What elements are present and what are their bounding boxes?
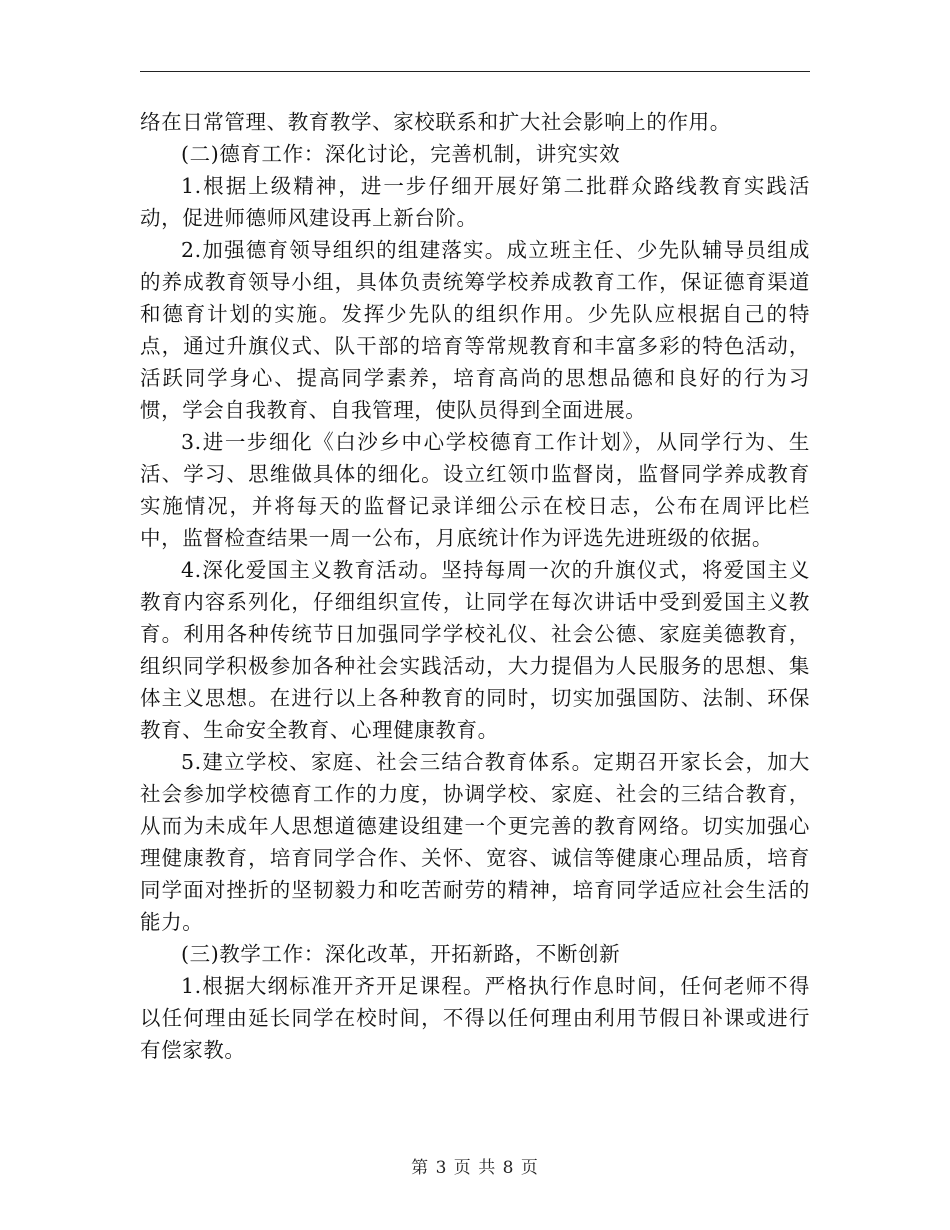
header-rule	[140, 71, 810, 72]
document-body	[140, 106, 810, 1066]
section-heading-moral-education: (二)德育工作：深化讨论，完善机制，讲究实效	[181, 142, 621, 166]
paragraph-teaching-item-1: 1.根据大纲标准开齐开足课程。严格执行作息时间，任何老师不得以任何理由延长同学在校时间，不得以任何理由利用节假日补课或进行有偿家教。	[140, 974, 810, 1062]
paragraph-item-3: 3.进一步细化《白沙乡中心学校德育工作计划》，从同学行为、生活、学习、思维做具体的细化。设立红领巾监督岗，监督同学养成教育实施情况，并将每天的监督记录详细公示在校日志，公布在周评比栏中，监督检查结果一周一公布，月底统计作为评选先进班级的依据。	[140, 430, 810, 550]
paragraph-item-2: 2.加强德育领导组织的组建落实。成立班主任、少先队辅导员组成的养成教育领导小组，具体负责统筹学校养成教育工作，保证德育渠道和德育计划的实施。发挥少先队的组织作用。少先队应根据自己的特点，通过升旗仪式、队干部的培育等常规教育和丰富多彩的特色活动，活跃同学身心、提高同学素养，培育高尚的思想品德和良好的行为习惯，学会自我教育、自我管理，使队员得到全面进展。	[140, 238, 810, 422]
paragraph-item-4: 4.深化爱国主义教育活动。坚持每周一次的升旗仪式，将爱国主义教育内容系列化，仔细组织宣传，让同学在每次讲话中受到爱国主义教育。利用各种传统节日加强同学学校礼仪、社会公德、家庭美德教育，组织同学积极参加各种社会实践活动，大力提倡为人民服务的思想、集体主义思想。在进行以上各种教育的同时，切实加强国防、法制、环保教育、生命安全教育、心理健康教育。	[140, 558, 810, 742]
paragraph-continuation: 络在日常管理、教育教学、家校联系和扩大社会影响上的作用。	[140, 110, 731, 134]
page-number-footer: 第 3 页 共 8 页	[411, 1158, 539, 1178]
section-heading-teaching: (三)教学工作：深化改革，开拓新路，不断创新	[181, 942, 621, 966]
paragraph-item-5: 5.建立学校、家庭、社会三结合教育体系。定期召开家长会，加大社会参加学校德育工作的力度，协调学校、家庭、社会的三结合教育，从而为未成年人思想道德建设组建一个更完善的教育网络。切实加强心理健康教育，培育同学合作、关怀、宽容、诚信等健康心理品质，培育同学面对挫折的坚韧毅力和吃苦耐劳的精神，培育同学适应社会生活的能力。	[140, 750, 810, 934]
paragraph-item-1: 1.根据上级精神，进一步仔细开展好第二批群众路线教育实践活动，促进师德师风建设再上新台阶。	[140, 174, 810, 230]
